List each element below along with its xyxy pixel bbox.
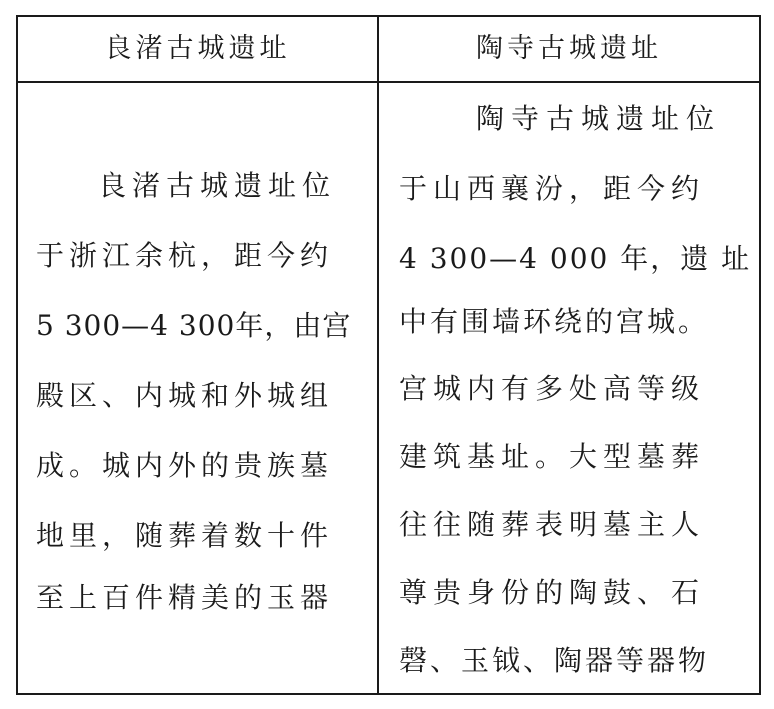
text-line: 尊贵身份的陶鼓、石 — [399, 576, 706, 609]
text-line: 4 300—4 000 年，遗 址 — [399, 242, 752, 275]
text-line: 良渚古城遗址位 — [98, 169, 337, 202]
text-line: 建筑基址。大型墓葬 — [399, 440, 706, 473]
text-line: 磬、玉钺、陶器等器物 — [399, 644, 710, 677]
column-divider — [377, 17, 379, 693]
header-liangzhu: 良渚古城遗址 — [104, 33, 291, 64]
text-line: 至上百件精美的玉器 — [36, 581, 334, 614]
text-line: 往往随葬表明墓主人 — [399, 508, 706, 541]
text-line: 于山西襄汾，距今约 — [399, 172, 706, 205]
text-line: 于浙江余杭，距今约 — [36, 239, 334, 272]
text-line: 成。城内外的贵族墓 — [36, 449, 334, 482]
header-taosi: 陶寺古城遗址 — [476, 33, 662, 64]
text-line: 殿区、内城和外城组 — [36, 379, 334, 412]
header-divider — [18, 81, 759, 83]
text-line: 5 300—4 300年，由宫 — [36, 309, 352, 342]
text-line: 中有围墙环绕的宫城。 — [399, 305, 710, 338]
comparison-table — [16, 15, 761, 695]
text-line: 陶寺古城遗址位 — [476, 102, 722, 135]
text-line: 宫城内有多处高等级 — [399, 372, 706, 405]
text-line: 地里，随葬着数十件 — [36, 519, 334, 552]
